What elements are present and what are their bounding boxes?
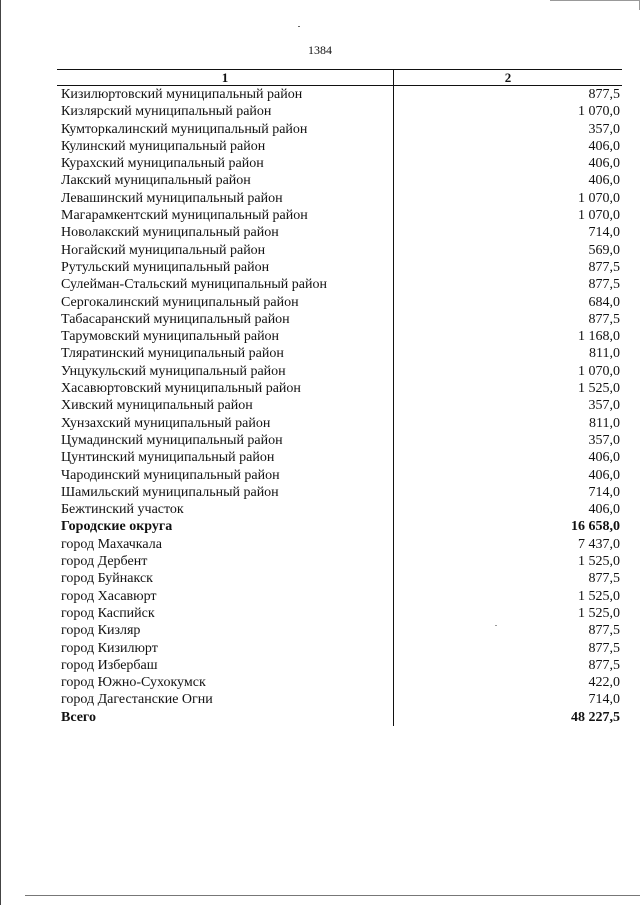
row-value: 406,0 xyxy=(394,155,623,172)
row-value: 406,0 xyxy=(394,449,623,466)
table-row xyxy=(57,501,622,518)
table-row xyxy=(57,605,622,622)
row-name: Курахский муниципальный район xyxy=(61,156,264,172)
row-value: 1 525,0 xyxy=(394,553,623,570)
table-row xyxy=(57,553,622,570)
row-value: 7 437,0 xyxy=(394,536,623,553)
row-name: Ногайский муниципальный район xyxy=(61,242,266,258)
row-name: Шамильский муниципальный район xyxy=(61,484,279,500)
table-row xyxy=(57,294,622,311)
table-row xyxy=(57,242,622,259)
page-number: 1384 xyxy=(308,43,332,57)
row-value: 1 168,0 xyxy=(394,328,623,345)
row-value: 877,5 xyxy=(394,622,623,639)
table-row xyxy=(57,622,622,639)
row-value: 357,0 xyxy=(394,121,623,138)
row-name: Цунтинский муниципальный район xyxy=(61,450,275,466)
table-row xyxy=(57,691,622,708)
row-value: 357,0 xyxy=(394,432,623,449)
column-header-2: 2 xyxy=(394,70,623,86)
table-row xyxy=(57,121,622,138)
row-value: 569,0 xyxy=(394,242,623,259)
table-row xyxy=(57,86,622,104)
row-value: 714,0 xyxy=(394,484,623,501)
row-value: 811,0 xyxy=(394,415,623,432)
row-name: Сулейман-Стальский муниципальный район xyxy=(61,277,327,293)
row-name: Тарумовский муниципальный район xyxy=(61,329,280,345)
row-value: 406,0 xyxy=(394,501,623,518)
row-value: 357,0 xyxy=(394,397,623,414)
row-name: город Дагестанские Огни xyxy=(61,692,213,708)
row-value: 811,0 xyxy=(394,345,623,362)
table-row xyxy=(57,588,622,605)
table-row xyxy=(57,363,622,380)
row-name: Кизилюртовский муниципальный район xyxy=(61,87,303,102)
row-name: Хасавюртовский муниципальный район xyxy=(61,381,301,397)
row-value: 1 070,0 xyxy=(394,363,623,380)
row-name: город Дербент xyxy=(61,554,148,570)
table-row xyxy=(57,397,622,414)
row-name: Унцукульский муниципальный район xyxy=(61,363,286,379)
row-name: город Кизляр xyxy=(61,623,141,639)
row-name: город Каспийск xyxy=(61,605,155,621)
table-row xyxy=(57,103,622,120)
row-value: 877,5 xyxy=(394,570,623,587)
row-value: 877,5 xyxy=(394,86,623,104)
row-value: 1 070,0 xyxy=(394,103,623,120)
column-header-1: 1 xyxy=(57,70,394,86)
row-name: Кумторкалинский муниципальный район xyxy=(61,121,308,137)
row-name: город Хасавюрт xyxy=(61,588,157,604)
row-name: город Буйнакск xyxy=(61,571,153,587)
row-value: 1 525,0 xyxy=(394,588,623,605)
row-value: 714,0 xyxy=(394,224,623,241)
table-row xyxy=(57,570,622,587)
row-value: 684,0 xyxy=(394,294,623,311)
row-name: Бежтинский участок xyxy=(61,502,184,518)
table-row xyxy=(57,345,622,362)
table-row xyxy=(57,224,622,241)
scan-speck xyxy=(298,26,300,27)
row-name: Лакский муниципальный район xyxy=(61,173,251,189)
table-header-row xyxy=(57,70,622,86)
table-row xyxy=(57,709,622,726)
table-row xyxy=(57,380,622,397)
row-value: 406,0 xyxy=(394,172,623,189)
allocation-table xyxy=(57,69,622,726)
table-row xyxy=(57,484,622,501)
row-value: 406,0 xyxy=(394,467,623,484)
table-row xyxy=(57,657,622,674)
row-value: 877,5 xyxy=(394,259,623,276)
row-name: Хунзахский муниципальный район xyxy=(61,415,271,431)
row-value: 1 070,0 xyxy=(394,190,623,207)
table-body xyxy=(57,86,622,726)
table-row xyxy=(57,449,622,466)
table-row xyxy=(57,259,622,276)
table-row xyxy=(57,467,622,484)
row-name: Тляратинский муниципальный район xyxy=(61,346,284,362)
row-name: Городские округа xyxy=(61,519,173,535)
row-name: город Кизилюрт xyxy=(61,640,158,656)
row-name: город Махачкала xyxy=(61,536,162,552)
table-row xyxy=(57,674,622,691)
table-row xyxy=(57,155,622,172)
row-name: Кизлярский муниципальный район xyxy=(61,104,272,120)
table-row xyxy=(57,536,622,553)
table-row xyxy=(57,432,622,449)
row-name: Новолакский муниципальный район xyxy=(61,225,279,241)
scan-corner-mark xyxy=(550,0,640,1)
row-name: Всего xyxy=(61,709,96,725)
row-value: 48 227,5 xyxy=(394,709,623,726)
row-name: город Южно-Сухокумск xyxy=(61,675,206,691)
scan-bottom-rule xyxy=(25,895,640,896)
row-value: 1 525,0 xyxy=(394,380,623,397)
table-row xyxy=(57,640,622,657)
row-value: 877,5 xyxy=(394,276,623,293)
row-name: Сергокалинский муниципальный район xyxy=(61,294,299,310)
row-value: 1 525,0 xyxy=(394,605,623,622)
row-name: Цумадинский муниципальный район xyxy=(61,432,283,448)
table-row xyxy=(57,415,622,432)
row-value: 406,0 xyxy=(394,138,623,155)
row-value: 877,5 xyxy=(394,311,623,328)
row-name: Табасаранский муниципальный район xyxy=(61,311,290,327)
table-row xyxy=(57,138,622,155)
table-row xyxy=(57,518,622,535)
row-value: 714,0 xyxy=(394,691,623,708)
table-row xyxy=(57,207,622,224)
row-value: 877,5 xyxy=(394,640,623,657)
row-name: Хивский муниципальный район xyxy=(61,398,253,414)
row-value: 422,0 xyxy=(394,674,623,691)
row-value: 1 070,0 xyxy=(394,207,623,224)
table-row xyxy=(57,311,622,328)
table-row xyxy=(57,328,622,345)
row-name: Рутульский муниципальный район xyxy=(61,259,270,275)
row-name: Кулинский муниципальный район xyxy=(61,138,266,154)
table-row xyxy=(57,190,622,207)
table-row xyxy=(57,276,622,293)
table-row xyxy=(57,172,622,189)
row-name: Левашинский муниципальный район xyxy=(61,190,283,206)
row-value: 877,5 xyxy=(394,657,623,674)
row-name: Магарамкентский муниципальный район xyxy=(61,208,308,224)
row-name: город Избербаш xyxy=(61,657,158,673)
scan-speck xyxy=(495,625,497,626)
row-value: 16 658,0 xyxy=(394,518,623,535)
row-name: Чародинский муниципальный район xyxy=(61,467,280,483)
scan-edge-left xyxy=(0,0,1,905)
